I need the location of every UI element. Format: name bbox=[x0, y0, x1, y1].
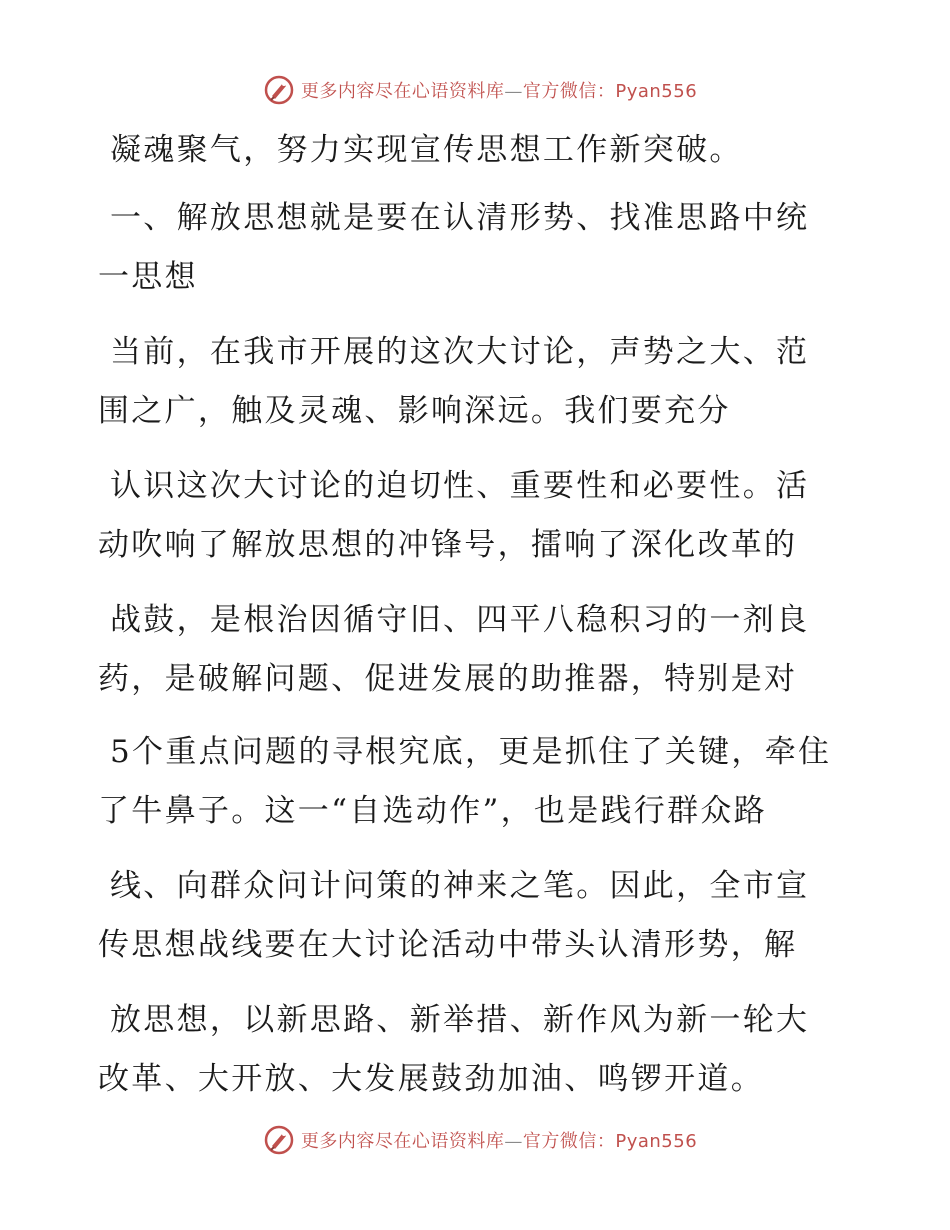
text-line: 放思想，以新思路、新举措、新作风为新一轮大 bbox=[110, 1002, 810, 1038]
text-line: 线、向群众问计问策的神来之笔。因此，全市宣 bbox=[110, 868, 810, 904]
text-line: 战鼓，是根治因循守旧、四平八稳积习的一剂良 bbox=[110, 602, 810, 638]
text-line: 药，是破解问题、促进发展的助推器，特别是对 bbox=[98, 661, 798, 697]
banner-contact-text: 官方微信：Pyan556 bbox=[522, 81, 698, 102]
footer-banner bbox=[0, 1120, 950, 1160]
text-line: 改革、大开放、大发展鼓劲加油、鸣锣开道。 bbox=[98, 1061, 764, 1097]
banner-separator: — bbox=[504, 81, 523, 102]
text-line: 凝魂聚气，努力实现宣传思想工作新突破。 bbox=[110, 132, 743, 168]
banner-separator: — bbox=[504, 1131, 523, 1152]
header-banner bbox=[0, 70, 950, 110]
brand-seal-icon bbox=[263, 1124, 295, 1156]
text-line: 动吹响了解放思想的冲锋号，擂响了深化改革的 bbox=[98, 527, 798, 563]
text-line: 5个重点问题的寻根究底，更是抓住了关键，牵住 bbox=[110, 734, 832, 770]
banner-contact-text: 官方微信：Pyan556 bbox=[522, 1131, 698, 1152]
brand-seal-icon bbox=[263, 74, 295, 106]
text-line: 认识这次大讨论的迫切性、重要性和必要性。活 bbox=[110, 468, 810, 504]
text-line: 当前，在我市开展的这次大讨论，声势之大、范 bbox=[110, 334, 810, 370]
text-line: 传思想战线要在大讨论活动中带头认清形势，解 bbox=[98, 927, 798, 963]
banner-site-text: 更多内容尽在心语资料库 bbox=[300, 81, 505, 102]
text-line: 围之广，触及灵魂、影响深远。我们要充分 bbox=[98, 393, 731, 429]
heading-line: 一思想 bbox=[98, 259, 198, 295]
banner-site-text: 更多内容尽在心语资料库 bbox=[300, 1131, 505, 1152]
text-line: 了牛鼻子。这一“自选动作”，也是践行群众路 bbox=[98, 793, 767, 829]
heading-line: 一、解放思想就是要在认清形势、找准思路中统 bbox=[110, 200, 810, 236]
